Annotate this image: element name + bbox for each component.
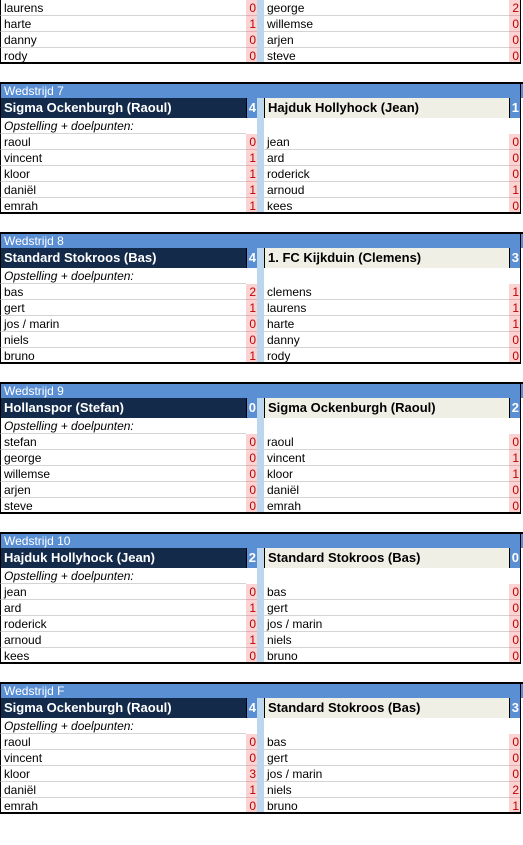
player-row — [0, 300, 523, 316]
home-player-name[interactable]: bas — [0, 284, 246, 300]
player-row — [0, 798, 523, 814]
away-player-name[interactable]: danny — [264, 332, 509, 348]
away-player-goals[interactable]: 0 — [509, 616, 520, 632]
home-player-goals[interactable]: 1 — [246, 16, 257, 32]
home-player-name[interactable]: gert — [0, 300, 246, 316]
home-player-goals[interactable]: 0 — [246, 134, 257, 150]
lineup-label-row — [0, 568, 523, 584]
home-player-name[interactable]: raoul — [0, 134, 246, 150]
header-fill — [257, 232, 264, 248]
team-row — [0, 398, 523, 418]
away-player-name[interactable]: rody — [264, 348, 509, 364]
home-player-name[interactable]: jean — [0, 584, 246, 600]
player-row — [0, 466, 523, 482]
column-divider — [257, 98, 264, 118]
home-player-name[interactable]: kees — [0, 648, 246, 664]
home-player-goals[interactable]: 0 — [246, 332, 257, 348]
away-player-goals[interactable]: 0 — [509, 332, 520, 348]
away-player-name[interactable]: george — [264, 0, 509, 16]
column-divider — [257, 600, 264, 616]
away-player-name[interactable]: harte — [264, 316, 509, 332]
away-player-name[interactable]: jean — [264, 134, 509, 150]
away-player-goals[interactable]: 1 — [509, 798, 520, 814]
away-team-name[interactable]: Standard Stokroos (Bas) — [264, 548, 509, 568]
match-header — [0, 232, 523, 248]
away-player-name[interactable]: bruno — [264, 798, 509, 814]
away-player-name[interactable]: kees — [264, 198, 509, 214]
player-row — [0, 648, 523, 664]
column-divider — [257, 248, 264, 268]
header-fill — [264, 682, 509, 698]
home-team-score[interactable]: 4 — [246, 698, 257, 718]
header-fill — [264, 382, 509, 398]
player-row — [0, 600, 523, 616]
home-player-name[interactable]: laurens — [0, 0, 246, 16]
column-divider — [257, 32, 264, 48]
column-divider — [257, 332, 264, 348]
player-row — [0, 482, 523, 498]
home-player-name[interactable]: ard — [0, 600, 246, 616]
header-fill — [246, 82, 257, 98]
home-player-goals[interactable]: 0 — [246, 734, 257, 750]
column-divider — [257, 782, 264, 798]
column-divider — [257, 648, 264, 664]
away-player-name[interactable]: raoul — [264, 434, 509, 450]
column-divider — [257, 348, 264, 364]
away-player-goals[interactable]: 0 — [509, 498, 520, 514]
lineup-label-row — [0, 268, 523, 284]
match-title[interactable]: Wedstrijd 7 — [0, 82, 246, 98]
away-player-name[interactable]: ard — [264, 150, 509, 166]
away-player-goals[interactable]: 1 — [509, 450, 520, 466]
home-player-goals[interactable]: 0 — [246, 798, 257, 814]
match-header — [0, 532, 523, 548]
player-row — [0, 734, 523, 750]
home-player-name[interactable]: willemse — [0, 466, 246, 482]
away-player-goals[interactable]: 1 — [509, 300, 520, 316]
header-fill — [257, 382, 264, 398]
player-row — [0, 16, 523, 32]
match-title[interactable]: Wedstrijd F — [0, 682, 246, 698]
away-player-name[interactable]: gert — [264, 750, 509, 766]
away-team-score[interactable]: 0 — [509, 548, 520, 568]
home-player-name[interactable]: emrah — [0, 198, 246, 214]
home-player-goals[interactable]: 3 — [246, 766, 257, 782]
home-player-goals[interactable]: 0 — [246, 750, 257, 766]
home-team-name[interactable]: Hajduk Hollyhock (Jean) — [0, 548, 246, 568]
away-team-name[interactable]: 1. FC Kijkduin (Clemens) — [264, 248, 509, 268]
column-divider — [257, 584, 264, 600]
spacer — [0, 364, 523, 382]
away-player-name[interactable]: clemens — [264, 284, 509, 300]
home-team-score[interactable]: 4 — [246, 248, 257, 268]
away-player-goals[interactable]: 1 — [509, 284, 520, 300]
away-player-goals[interactable]: 1 — [509, 316, 520, 332]
home-team-score[interactable]: 4 — [246, 98, 257, 118]
column-divider — [257, 466, 264, 482]
column-divider — [257, 316, 264, 332]
header-fill — [257, 82, 264, 98]
away-player-goals[interactable]: 1 — [509, 466, 520, 482]
column-divider — [257, 498, 264, 514]
player-row — [0, 0, 523, 16]
away-player-name[interactable]: jos / marin — [264, 766, 509, 782]
lineup-label[interactable]: Opstelling + doelpunten: — [0, 268, 246, 284]
player-row — [0, 134, 523, 150]
column-divider — [257, 48, 264, 64]
away-player-name[interactable]: gert — [264, 600, 509, 616]
player-row — [0, 182, 523, 198]
away-player-name[interactable]: emrah — [264, 498, 509, 514]
player-row — [0, 150, 523, 166]
team-row — [0, 248, 523, 268]
column-divider — [257, 0, 264, 16]
away-player-goals[interactable]: 0 — [509, 600, 520, 616]
home-player-name[interactable]: arnoud — [0, 632, 246, 648]
lineup-label-row — [0, 718, 523, 734]
column-divider — [257, 300, 264, 316]
home-player-name[interactable]: daniël — [0, 182, 246, 198]
home-team-name[interactable]: Standard Stokroos (Bas) — [0, 248, 246, 268]
column-divider — [257, 198, 264, 214]
header-fill — [246, 382, 257, 398]
home-player-goals[interactable]: 1 — [246, 782, 257, 798]
player-row — [0, 632, 523, 648]
away-player-goals[interactable]: 2 — [509, 0, 520, 16]
player-row — [0, 782, 523, 798]
home-player-goals[interactable]: 0 — [246, 498, 257, 514]
player-row — [0, 498, 523, 514]
away-player-goals[interactable]: 0 — [509, 134, 520, 150]
spacer — [0, 664, 523, 682]
lineup-label[interactable]: Opstelling + doelpunten: — [0, 118, 246, 134]
home-player-name[interactable]: raoul — [0, 734, 246, 750]
header-fill — [509, 82, 520, 98]
away-player-name[interactable]: roderick — [264, 166, 509, 182]
header-fill — [264, 532, 509, 548]
home-player-name[interactable]: danny — [0, 32, 246, 48]
away-team-score[interactable]: 3 — [509, 698, 520, 718]
away-player-name[interactable]: bruno — [264, 648, 509, 664]
header-fill — [509, 682, 520, 698]
home-player-name[interactable]: roderick — [0, 616, 246, 632]
home-player-goals[interactable]: 1 — [246, 600, 257, 616]
away-player-goals[interactable]: 0 — [509, 48, 520, 64]
player-row — [0, 766, 523, 782]
home-player-goals[interactable]: 1 — [246, 182, 257, 198]
away-player-goals[interactable]: 0 — [509, 482, 520, 498]
home-player-goals[interactable]: 1 — [246, 166, 257, 182]
away-player-goals[interactable]: 0 — [509, 32, 520, 48]
column-divider — [257, 798, 264, 814]
header-fill — [264, 232, 509, 248]
home-team-score[interactable]: 0 — [246, 398, 257, 418]
home-player-goals[interactable]: 2 — [246, 284, 257, 300]
home-player-goals[interactable]: 0 — [246, 48, 257, 64]
away-player-goals[interactable]: 0 — [509, 632, 520, 648]
player-row — [0, 284, 523, 300]
lineup-label[interactable]: Opstelling + doelpunten: — [0, 418, 246, 434]
home-player-name[interactable]: stefan — [0, 434, 246, 450]
header-fill — [246, 682, 257, 698]
column-divider — [257, 16, 264, 32]
player-row — [0, 750, 523, 766]
column-divider — [257, 434, 264, 450]
away-player-goals[interactable]: 0 — [509, 16, 520, 32]
column-divider — [257, 548, 264, 568]
column-divider — [257, 166, 264, 182]
away-player-name[interactable]: niels — [264, 782, 509, 798]
home-player-goals[interactable]: 1 — [246, 300, 257, 316]
away-player-name[interactable]: daniël — [264, 482, 509, 498]
home-player-name[interactable]: rody — [0, 48, 246, 64]
column-divider — [257, 698, 264, 718]
away-player-goals[interactable]: 0 — [509, 150, 520, 166]
player-row — [0, 616, 523, 632]
header-fill — [246, 232, 257, 248]
away-player-name[interactable]: willemse — [264, 16, 509, 32]
home-team-score[interactable]: 2 — [246, 548, 257, 568]
away-player-name[interactable]: jos / marin — [264, 616, 509, 632]
column-divider — [257, 734, 264, 750]
home-player-name[interactable]: emrah — [0, 798, 246, 814]
home-team-name[interactable]: Sigma Ockenburgh (Raoul) — [0, 698, 246, 718]
player-row — [0, 584, 523, 600]
away-team-name[interactable]: Standard Stokroos (Bas) — [264, 698, 509, 718]
header-fill — [257, 682, 264, 698]
home-player-name[interactable]: jos / marin — [0, 316, 246, 332]
home-player-name[interactable]: bruno — [0, 348, 246, 364]
column-divider — [257, 616, 264, 632]
away-team-score[interactable]: 1 — [509, 98, 520, 118]
home-player-goals[interactable]: 1 — [246, 150, 257, 166]
lineup-label-row — [0, 418, 523, 434]
home-player-goals[interactable]: 1 — [246, 348, 257, 364]
home-player-goals[interactable]: 0 — [246, 466, 257, 482]
away-player-goals[interactable]: 0 — [509, 198, 520, 214]
header-fill — [509, 232, 520, 248]
column-divider — [257, 632, 264, 648]
player-row — [0, 348, 523, 364]
home-player-goals[interactable]: 1 — [246, 632, 257, 648]
match-title[interactable]: Wedstrijd 8 — [0, 232, 246, 248]
header-fill — [509, 532, 520, 548]
home-player-name[interactable]: george — [0, 450, 246, 466]
home-player-name[interactable]: kloor — [0, 166, 246, 182]
column-divider — [257, 568, 264, 584]
away-player-name[interactable]: steve — [264, 48, 509, 64]
away-team-score[interactable]: 3 — [509, 248, 520, 268]
column-divider — [257, 182, 264, 198]
home-player-name[interactable]: steve — [0, 498, 246, 514]
column-divider — [257, 482, 264, 498]
home-player-goals[interactable]: 0 — [246, 316, 257, 332]
match-header — [0, 682, 523, 698]
match-header — [0, 382, 523, 398]
column-divider — [257, 268, 264, 284]
team-row — [0, 698, 523, 718]
away-player-goals[interactable]: 2 — [509, 782, 520, 798]
home-player-name[interactable]: harte — [0, 16, 246, 32]
home-player-goals[interactable]: 0 — [246, 482, 257, 498]
home-team-name[interactable]: Hollanspor (Stefan) — [0, 398, 246, 418]
team-row — [0, 98, 523, 118]
away-player-name[interactable]: bas — [264, 734, 509, 750]
header-fill — [264, 82, 509, 98]
home-player-name[interactable]: vincent — [0, 750, 246, 766]
away-player-name[interactable]: arnoud — [264, 182, 509, 198]
spacer — [0, 514, 523, 532]
home-player-name[interactable]: arjen — [0, 482, 246, 498]
player-row — [0, 198, 523, 214]
header-fill — [509, 382, 520, 398]
column-divider — [257, 284, 264, 300]
column-divider — [257, 450, 264, 466]
home-player-name[interactable]: vincent — [0, 150, 246, 166]
away-player-goals[interactable]: 0 — [509, 734, 520, 750]
lineup-label[interactable]: Opstelling + doelpunten: — [0, 718, 246, 734]
away-player-name[interactable]: bas — [264, 584, 509, 600]
away-player-goals[interactable]: 0 — [509, 434, 520, 450]
column-divider — [257, 134, 264, 150]
player-row — [0, 434, 523, 450]
away-player-name[interactable]: niels — [264, 632, 509, 648]
player-row — [0, 332, 523, 348]
home-team-name[interactable]: Sigma Ockenburgh (Raoul) — [0, 98, 246, 118]
column-divider — [257, 418, 264, 434]
away-player-name[interactable]: arjen — [264, 32, 509, 48]
column-divider — [257, 750, 264, 766]
home-player-goals[interactable]: 0 — [246, 616, 257, 632]
away-player-goals[interactable]: 0 — [509, 166, 520, 182]
match-title[interactable]: Wedstrijd 10 — [0, 532, 246, 548]
player-row — [0, 450, 523, 466]
player-row — [0, 316, 523, 332]
away-player-goals[interactable]: 0 — [509, 648, 520, 664]
header-fill — [257, 532, 264, 548]
home-player-goals[interactable]: 0 — [246, 584, 257, 600]
home-player-name[interactable]: kloor — [0, 766, 246, 782]
home-player-goals[interactable]: 1 — [246, 198, 257, 214]
player-row — [0, 48, 523, 64]
match-header — [0, 82, 523, 98]
home-player-goals[interactable]: 0 — [246, 434, 257, 450]
away-player-name[interactable]: laurens — [264, 300, 509, 316]
home-player-goals[interactable]: 0 — [246, 32, 257, 48]
spacer — [0, 214, 523, 232]
player-row — [0, 32, 523, 48]
away-player-name[interactable]: kloor — [264, 466, 509, 482]
away-player-goals[interactable]: 0 — [509, 348, 520, 364]
column-divider — [257, 718, 264, 734]
lineup-label[interactable]: Opstelling + doelpunten: — [0, 568, 246, 584]
column-divider — [257, 398, 264, 418]
team-row — [0, 548, 523, 568]
away-player-goals[interactable]: 0 — [509, 766, 520, 782]
home-player-goals[interactable]: 0 — [246, 648, 257, 664]
home-player-goals[interactable]: 0 — [246, 0, 257, 16]
column-divider — [257, 118, 264, 134]
away-player-goals[interactable]: 1 — [509, 182, 520, 198]
away-team-name[interactable]: Hajduk Hollyhock (Jean) — [264, 98, 509, 118]
match-title[interactable]: Wedstrijd 9 — [0, 382, 246, 398]
away-team-score[interactable]: 2 — [509, 398, 520, 418]
spacer — [0, 64, 523, 82]
away-team-name[interactable]: Sigma Ockenburgh (Raoul) — [264, 398, 509, 418]
column-divider — [257, 150, 264, 166]
player-row — [0, 166, 523, 182]
away-player-goals[interactable]: 0 — [509, 750, 520, 766]
home-player-name[interactable]: niels — [0, 332, 246, 348]
home-player-goals[interactable]: 0 — [246, 450, 257, 466]
away-player-name[interactable]: vincent — [264, 450, 509, 466]
lineup-label-row — [0, 118, 523, 134]
header-fill — [246, 532, 257, 548]
home-player-name[interactable]: daniël — [0, 782, 246, 798]
column-divider — [257, 766, 264, 782]
away-player-goals[interactable]: 0 — [509, 584, 520, 600]
